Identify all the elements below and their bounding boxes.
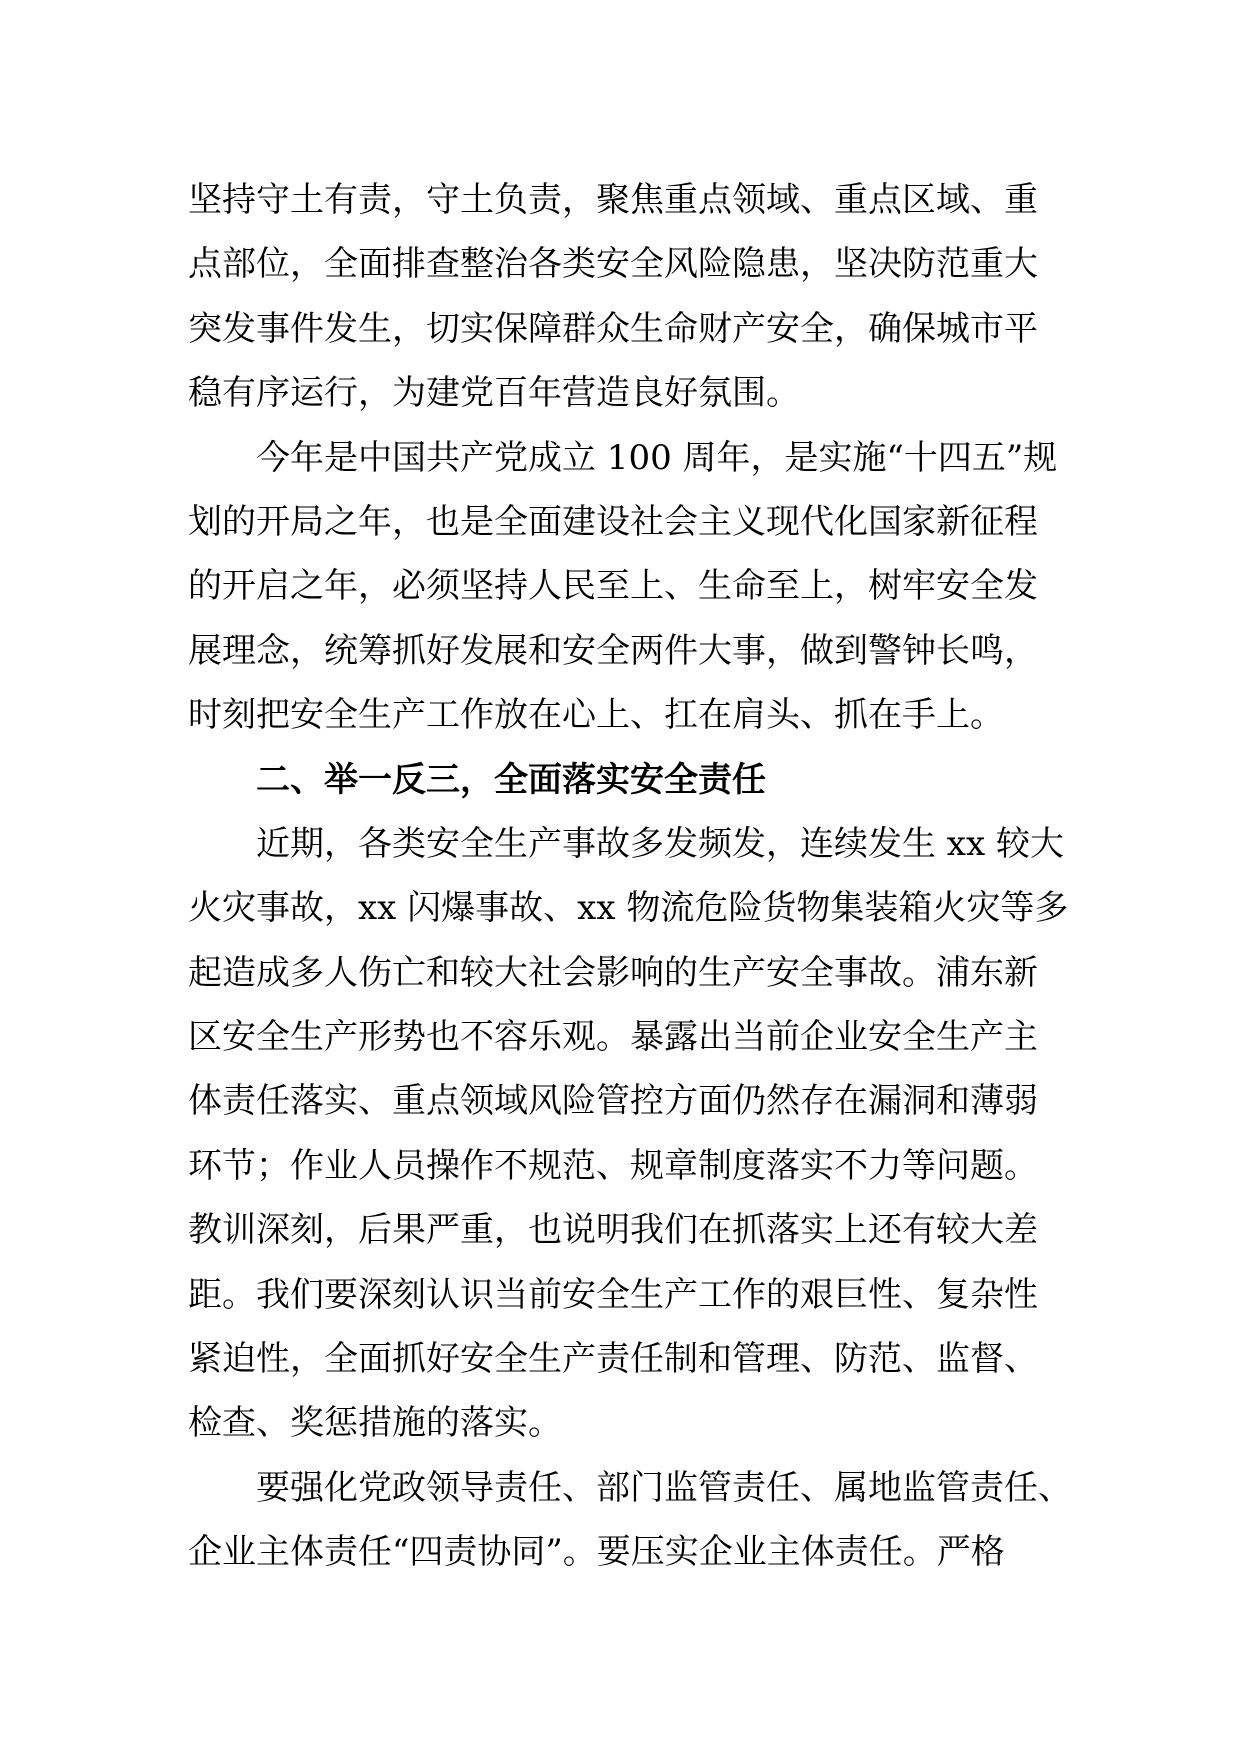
section-heading: 二、举一反三，全面落实安全责任 — [256, 759, 766, 800]
text-line: 检查、奖惩措施的落实。 — [188, 1403, 562, 1444]
text-line: 展理念，统筹抓好发展和安全两件大事，做到警钟长鸣， — [188, 630, 1038, 671]
text-line: 区安全生产形势也不容乐观。暴露出当前企业安全生产主 — [188, 1017, 1038, 1058]
text-line: 紧迫性，全面抓好安全生产责任制和管理、防范、监督、 — [188, 1339, 1038, 1380]
text-line: 企业主体责任“四责协同”。要压实企业主体责任。严格 — [188, 1532, 1005, 1573]
text-line: 距。我们要深刻认识当前安全生产工作的艰巨性、复杂性 — [188, 1274, 1038, 1315]
text-line: 环节；作业人员操作不规范、规章制度落实不力等问题。 — [188, 1145, 1038, 1186]
text-line: 坚持守土有责，守土负责，聚焦重点领域、重点区域、重 — [188, 180, 1038, 220]
text-line: 划的开局之年，也是全面建设社会主义现代化国家新征程 — [188, 501, 1038, 542]
text-line: 起造成多人伤亡和较大社会影响的生产安全事故。浦东新 — [188, 952, 1038, 993]
paragraph-first-line: 近期，各类安全生产事故多发频发，连续发生 xx 较大 — [256, 823, 1064, 864]
text-line: 稳有序运行，为建党百年营造良好氛围。 — [188, 373, 800, 414]
text-line: 火灾事故，xx 闪爆事故、xx 物流危险货物集装箱火灾等多 — [188, 888, 1069, 929]
text-line: 教训深刻，后果严重，也说明我们在抓落实上还有较大差 — [188, 1210, 1038, 1251]
text-line: 点部位，全面排查整治各类安全风险隐患，坚决防范重大 — [188, 244, 1038, 285]
text-line: 时刻把安全生产工作放在心上、扛在肩头、抓在手上。 — [188, 695, 1004, 736]
paragraph-first-line: 要强化党政领导责任、部门监管责任、属地监管责任、 — [256, 1467, 1072, 1508]
text-line: 突发事件发生，切实保障群众生命财产安全，确保城市平 — [188, 308, 1038, 349]
text-line: 的开启之年，必须坚持人民至上、生命至上，树牢安全发 — [188, 566, 1038, 607]
document-body — [188, 168, 1072, 1585]
paragraph-first-line: 今年是中国共产党成立 100 周年，是实施“十四五”规 — [256, 437, 1058, 478]
text-line: 体责任落实、重点领域风险管控方面仍然存在漏洞和薄弱 — [188, 1081, 1038, 1122]
